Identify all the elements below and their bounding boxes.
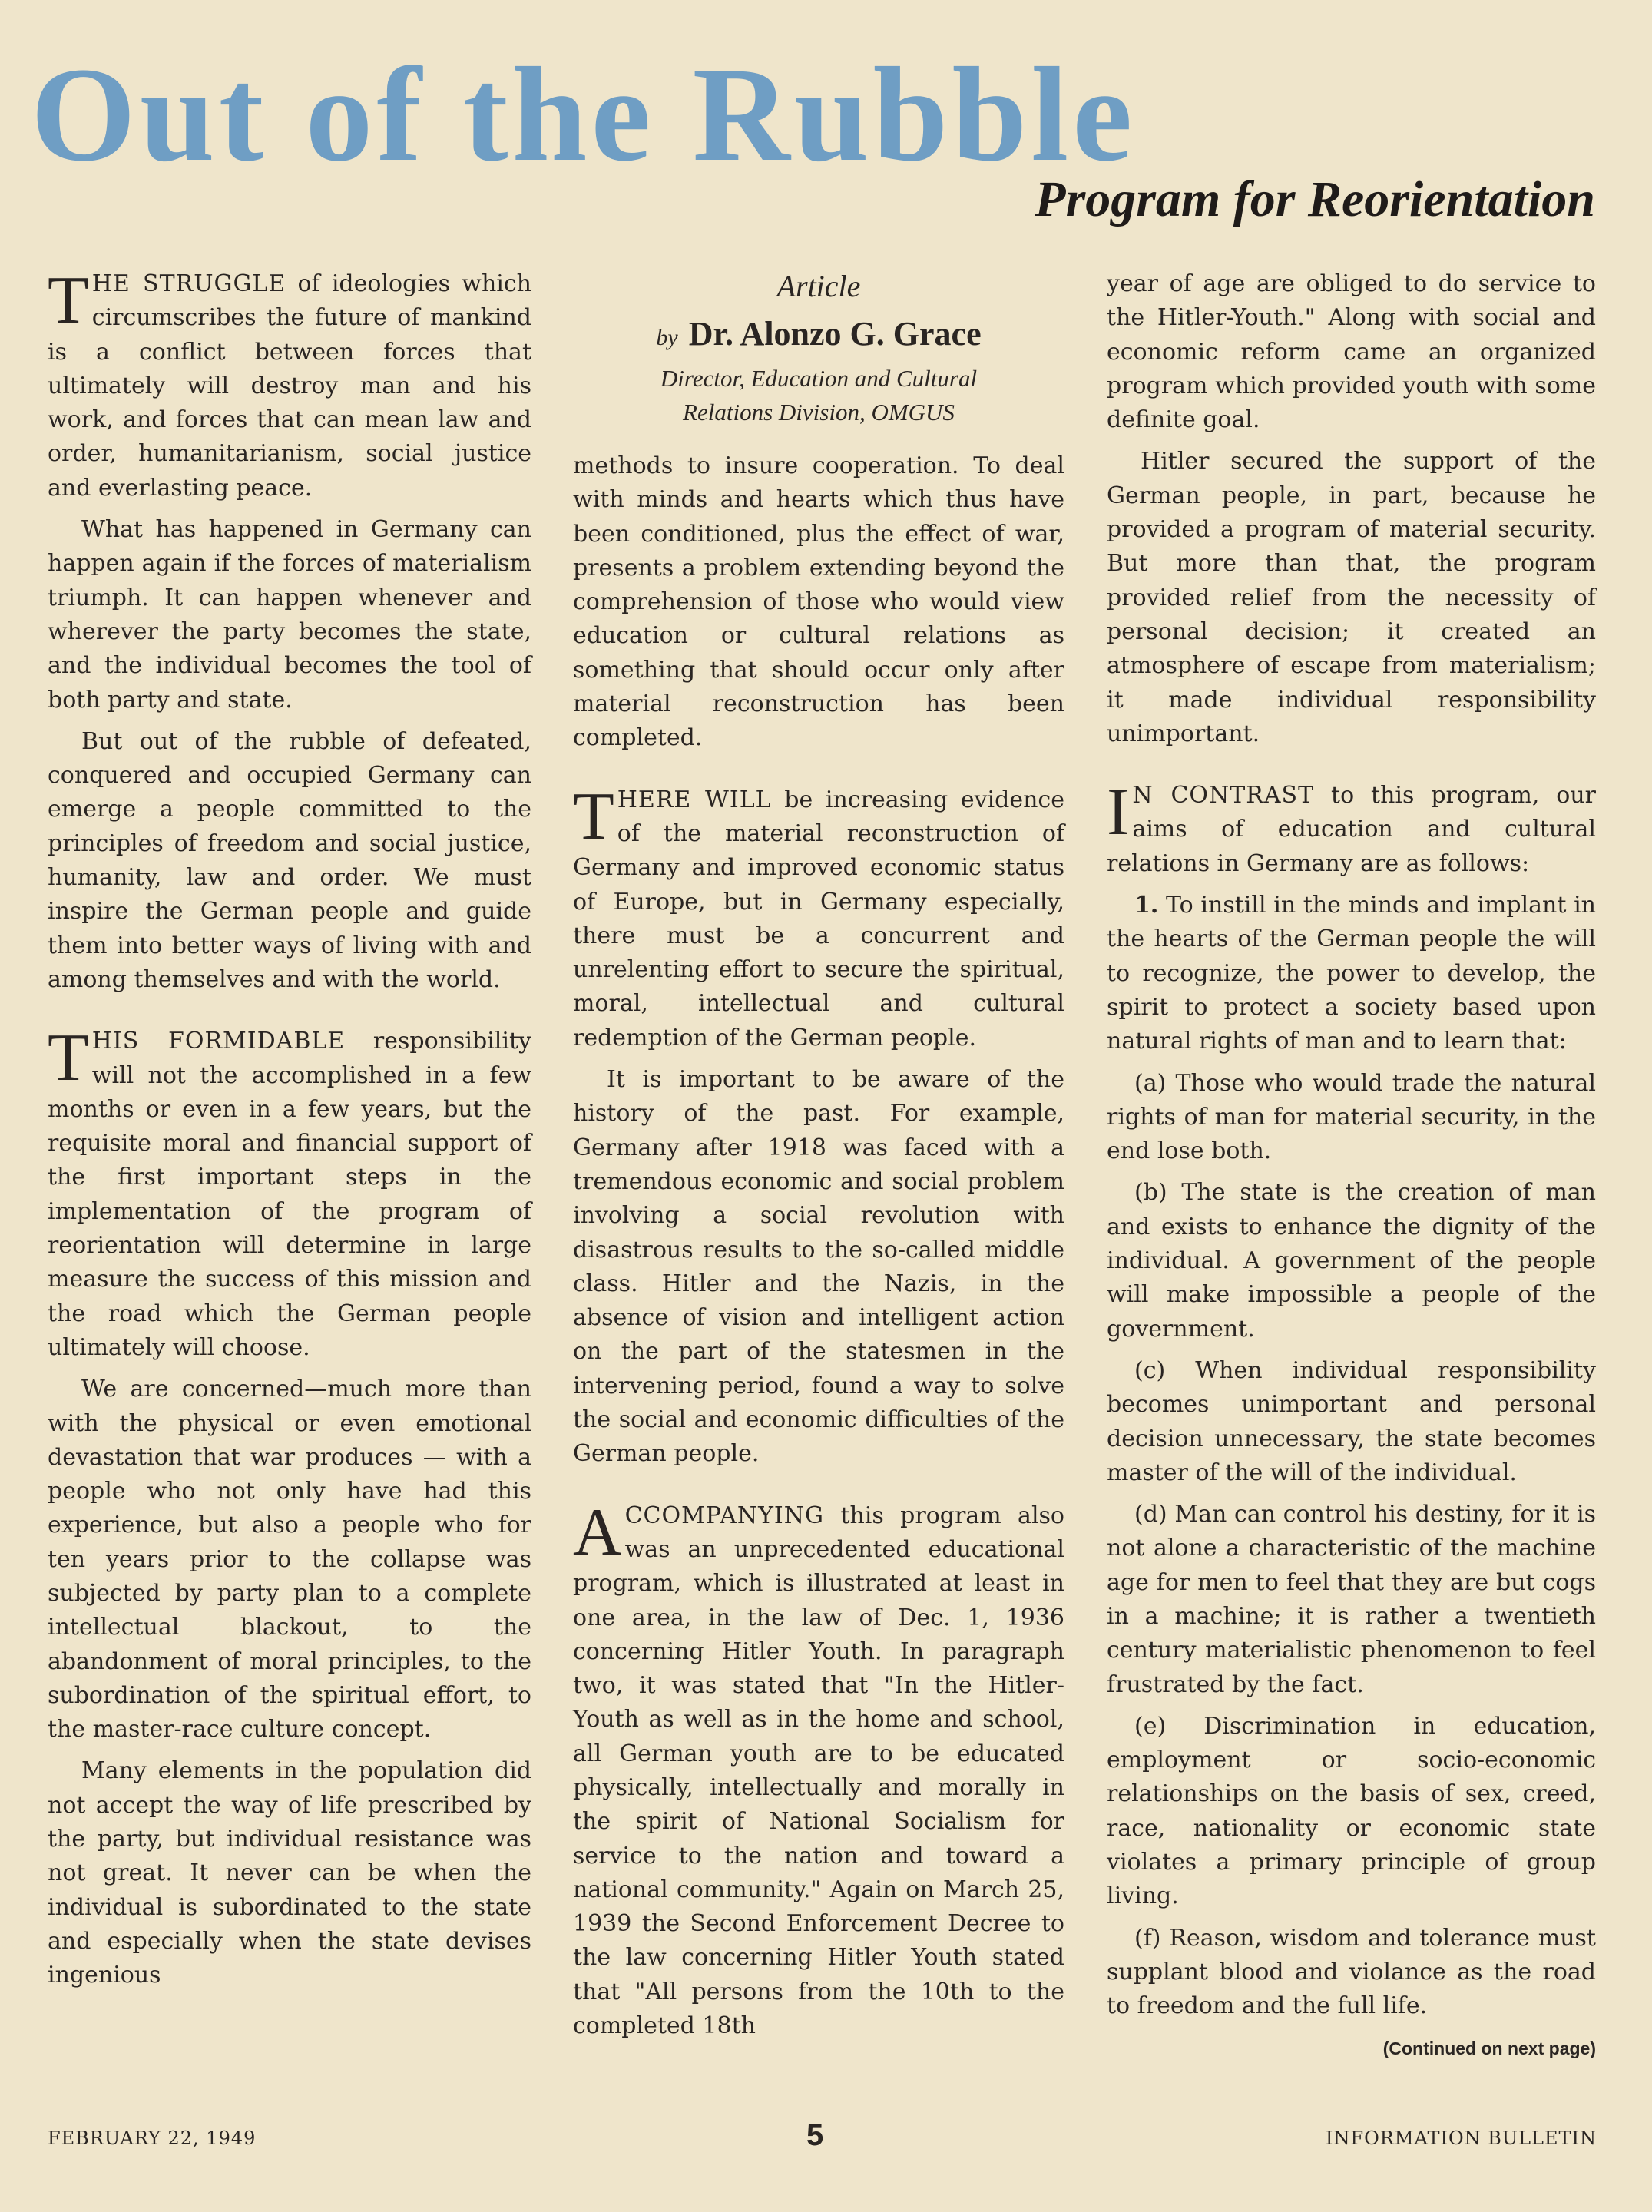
author-line [573,310,1064,362]
column-3 [1107,267,1596,2065]
list-item: (f) Reason, wisdom and tolerance must supplant blood and violance as the road to freedom and the full life. [1107,1924,1596,2020]
lead-in: HERE WILL [617,786,772,813]
article-label: Article [776,269,861,303]
list-item: (a) Those who would trade the natural rights of man for material security, in the end lose both. [1107,1069,1596,1165]
paragraph [48,1021,531,1365]
column-2 [573,267,1064,2051]
article-subtitle: Program for Reorientation [1035,171,1595,227]
paragraph: What has happened in Germany can happen again if the forces of materialism triumph. It can happen whenever and wherever the party becomes the state, and the individual becomes the tool of both party and state. [48,516,531,714]
publication-name: INFORMATION BULLETIN [1325,2128,1597,2149]
lead-in: HIS FORMIDABLE [91,1028,346,1055]
paragraph [573,1495,1064,2044]
paragraph: methods to insure cooperation. To deal with minds and hearts which thus have been conditioned, plus the effect of war, presents a problem extending beyond the comprehension of those who would view education or cultural relations as something that should occur only after material reconstruction has been completed. [573,452,1064,752]
by-label: by [656,325,678,350]
paragraph: Hitler secured the support of the German people, in part, because he provided a program of material security. But more than that, the program provided relief from the necessity of personal decision; it created an atmosphere of escape from materialism; it made individual responsibility unimportant. [1107,448,1596,747]
column-1 [48,263,531,2001]
list-item: (e) Discrimination in education, employment or socio-economic relationships on the basis of sex, creed, race, nationality or economic state violates a primary principle of group living. [1107,1712,1596,1910]
list-item: (c) When individual responsibility becomes unimportant and personal decision unnecessary, the state becomes master of the will of the individual. [1107,1356,1596,1486]
paragraph-text: responsibility will not the accomplished in a few months or even in a few years, but the requisite moral and financial support of the first important steps in the implementation of the program of reorientation will determine in large measure the success of this mission and the road which the German people ultimately will choose. [48,1028,531,1361]
author-name: Dr. Alonzo G. Grace [688,315,982,353]
paragraph: It is important to be aware of the history of the past. For example, Germany after 1918 was faced with a tremendous economic and social problem involving a social revolution with disastrous results to the so-called middle class. Hitler and the Nazis, in the absence of vision and intelligent action on the part of the statesmen in the intervening period, found a way to solve the social and economic difficulties of the German people. [573,1066,1064,1468]
lead-in: HE STRUGGLE [91,270,286,297]
paragraph: But out of the rubble of defeated, conquered and occupied Germany can emerge a people committed to the principles of freedom and social justice, humanity, law and order. We must inspire the German people and guide them into better ways of living with and among themselves and with the world. [48,727,531,993]
paragraph: year of age are obliged to do service to the Hitler-Youth." Along with social and economic reform came an organized program which provided youth with some definite goal. [1107,270,1596,434]
item-number: 1. [1134,892,1159,919]
issue-date: FEBRUARY 22, 1949 [48,2128,257,2149]
article-title: Out of the Rubble [31,40,1137,190]
byline [573,267,1064,429]
lead-in: N CONTRAST [1132,782,1315,810]
item-text: To instill in the minds and implant in the hearts of the German people the will to recognize, the power to develop, the spirit to protect a society based upon natural rights of man and to learn that: [1107,892,1596,1055]
drop-cap: T [48,1021,89,1096]
paragraph [48,263,531,505]
list-item [1107,889,1596,1058]
paragraph-text: to this program, our aims of education and cultural relations in Germany are as follows: [1107,782,1596,877]
author-role-line-2: Relations Division, OMGUS [683,399,955,426]
drop-cap: T [573,779,614,854]
drop-cap: I [1107,775,1130,850]
author-role-line-1: Director, Education and Cultural [660,365,978,392]
paragraph-text: this program also was an unprecedented educational program, which is illustrated at least in one area, in the law of Dec. 1, 1936 concerning Hitler Youth. In paragraph two, it was stated that "In the Hitler-Youth as well as in the home and school, all German youth are to be educated physically, intellectually and morally in the spirit of National Socialism for service to the nation and toward a national community." Again on March 25, 1939 the Second Enforcement Decree to the law concerning Hitler Youth stated that "All persons from the 10th to the completed 18th [573,1502,1064,2040]
page-number: 5 [806,2118,824,2152]
list-item: (d) Man can control his destiny, for it is not alone a characteristic of the machine age for men to feel that they are but cogs in a machine; it is rather a twentieth century materialistic phenomenon to feel frustrated by the fact. [1107,1501,1596,1698]
paragraph: Many elements in the population did not accept the way of life prescribed by the party, but individual resistance was not great. It never can be when the individual is subordinated to the state and especially when the state devises ingenious [48,1757,531,1989]
lead-in: CCOMPANYING [624,1502,824,1529]
paragraph-text: of ideologies which circumscribes the future of mankind is a conflict between forces that ultimately will destroy man and his work, and forces that can mean law and order, humanitarianism, social justice and everlasting peace. [48,270,531,502]
drop-cap: T [48,263,89,338]
paragraph: We are concerned—much more than with the physical or even emotional devastation that war produces — with a people who not only have had this experience, but also a people who for ten years prior to the collapse was subjected by party plan to a complete intellectual blackout, to the abandonment of moral principles, to the subordination of the spiritual effort, to the master-race culture concept. [48,1376,531,1743]
list-item: (b) The state is the creation of man and exists to enhance the dignity of the individual. A government of the people will make impossible a people of the government. [1107,1179,1596,1343]
continued-note: (Continued on next page) [1382,2038,1596,2058]
paragraph-text: be increasing evidence of the material reconstruction of Germany and improved economic status of Europe, but in Germany especially, there must be a concurrent and unrelenting effort to secure the spiritual, moral, intellectual and cultural redemption of the German people. [573,786,1064,1051]
paragraph [1107,775,1596,881]
drop-cap: A [573,1495,622,1570]
paragraph [573,779,1064,1055]
